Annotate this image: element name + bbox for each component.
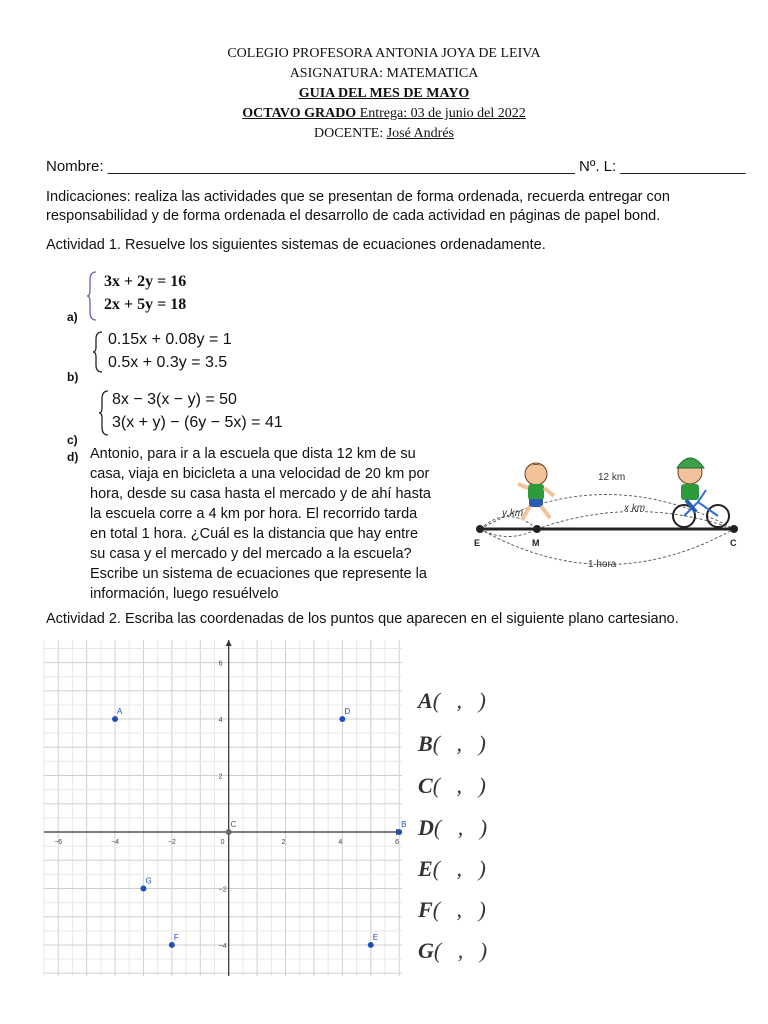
eq-b-2: 0.5x + 0.3y = 3.5: [108, 354, 228, 371]
teacher-label: DOCENTE:: [314, 126, 387, 141]
grade-line: [0, 106, 768, 122]
activity1-title: Actividad 1. Resuelve los siguientes sistemas de ecuaciones ordenadamente.: [46, 237, 546, 253]
problem-d-line: hora, desde su casa hasta el mercado y de ahí hasta: [90, 486, 431, 502]
brace-a: [86, 270, 98, 322]
x-tick-label: 2: [281, 839, 286, 846]
name-label: Nombre:: [46, 158, 108, 175]
name-line: [46, 158, 746, 175]
label-m: M: [532, 538, 540, 548]
problem-d-line: su casa y el mercado y del mercado a la escuela?: [90, 546, 412, 562]
point-label-g: G: [145, 876, 152, 886]
eq-c-1: 8x − 3(x − y) = 50: [112, 391, 237, 408]
y-tick-label: −2: [218, 886, 227, 894]
label-12km: 12 km: [598, 472, 626, 483]
answer-b[interactable]: B( , ): [418, 731, 486, 756]
guide-title: GUIA DEL MES DE MAYO: [298, 86, 470, 101]
label-c: C: [730, 538, 737, 548]
answer-e[interactable]: E( , ): [418, 856, 486, 881]
eq-b-1: 0.15x + 0.08y = 1: [108, 331, 232, 348]
label-ykm: y km: [502, 508, 524, 519]
y-tick-label: 2: [218, 773, 223, 781]
point-m-dot: [533, 525, 541, 533]
delivery-date: Entrega: 03 de junio del 2022: [356, 106, 526, 121]
travel-diagram: [466, 440, 756, 580]
answer-g[interactable]: G( , ): [418, 938, 488, 963]
y-tick-label: −4: [218, 942, 227, 950]
activity2-title: Actividad 2. Escriba las coordenadas de los puntos que aparecen en el siguiente plano cartesiano.: [46, 611, 679, 627]
list-label: Nº. L:: [574, 158, 621, 175]
instructions-line-2: responsabilidad y de forma ordenada el desarrollo de cada actividad en páginas de papel bond.: [46, 208, 661, 224]
point-f: [169, 942, 175, 948]
list-blank[interactable]: _______________: [620, 158, 746, 175]
problem-d-line: información, luego resuélvelo: [90, 586, 279, 602]
point-a: [112, 716, 118, 722]
point-c-dot: [730, 525, 738, 533]
x-tick-label: 4: [338, 839, 343, 846]
label-e: E: [474, 538, 481, 548]
point-e: [368, 942, 374, 948]
label-a: a): [67, 310, 78, 324]
answer-d[interactable]: D( , ): [418, 815, 488, 840]
x-tick-label: −6: [54, 839, 63, 846]
answer-a[interactable]: A( , ): [418, 688, 486, 713]
point-label-c: C: [230, 820, 237, 829]
subject: ASIGNATURA: MATEMATICA: [289, 66, 479, 81]
problem-d-line: casa, viaja en bicicleta a una velocidad de 20 km por: [90, 466, 430, 482]
x-tick-label: 6: [395, 839, 400, 846]
arc-x: [537, 512, 734, 530]
school-name: COLEGIO PROFESORA ANTONIA JOYA DE LEIVA: [227, 46, 541, 61]
point-c: [226, 829, 232, 835]
point-b: [396, 829, 402, 835]
name-blank[interactable]: ________________________________________________________: [107, 158, 575, 175]
cyclist-boy-icon: [673, 458, 729, 527]
answer-f[interactable]: F( , ): [418, 897, 486, 922]
label-b: b): [67, 370, 79, 384]
eq-c-2: 3(x + y) − (6y − 5x) = 41: [112, 414, 283, 431]
point-label-e: E: [372, 932, 379, 942]
label-time: 1 hora: [588, 559, 617, 570]
problem-d-line: en total 1 hora. ¿Cuál es la distancia que hay entre: [90, 526, 419, 542]
instructions-line-1: Indicaciones: realiza las actividades que se presentan de forma ordenada, recuerda entregar con: [46, 189, 670, 205]
point-label-d: D: [344, 707, 351, 717]
label-d: d): [67, 450, 79, 464]
problem-d-line: Escribe un sistema de ecuaciones que represente la: [90, 566, 427, 582]
point-e-dot: [476, 525, 484, 533]
problem-d-line: la escuela corre a 4 km por hora. El recorrido tarda: [90, 506, 418, 522]
point-label-f: F: [173, 932, 179, 942]
cartesian-plane: [44, 640, 407, 976]
x-tick-label: −2: [167, 839, 176, 846]
y-axis-arrow-icon: [226, 640, 232, 646]
point-d: [339, 716, 345, 722]
brace-c: [98, 389, 110, 437]
point-label-b: B: [401, 820, 407, 829]
teacher-line: [0, 126, 768, 142]
eq-a-2: 2x + 5y = 18: [104, 296, 187, 313]
problem-d-line: Antonio, para ir a la escuela que dista 12 km de su: [90, 446, 416, 462]
x-tick-label: 0: [220, 839, 225, 846]
y-tick-label: 6: [218, 660, 223, 668]
label-xkm: x km: [624, 503, 646, 514]
teacher-name: José Andrés: [386, 126, 454, 141]
eq-a-1: 3x + 2y = 16: [104, 273, 187, 290]
running-boy-icon: [518, 463, 554, 520]
point-g: [140, 885, 146, 891]
label-c: c): [67, 433, 78, 447]
grade: OCTAVO GRADO: [242, 106, 357, 121]
answer-c[interactable]: C( , ): [418, 773, 486, 798]
y-tick-label: 4: [218, 717, 223, 725]
point-label-a: A: [117, 707, 123, 717]
brace-b: [92, 330, 104, 374]
x-tick-label: −4: [111, 839, 120, 846]
